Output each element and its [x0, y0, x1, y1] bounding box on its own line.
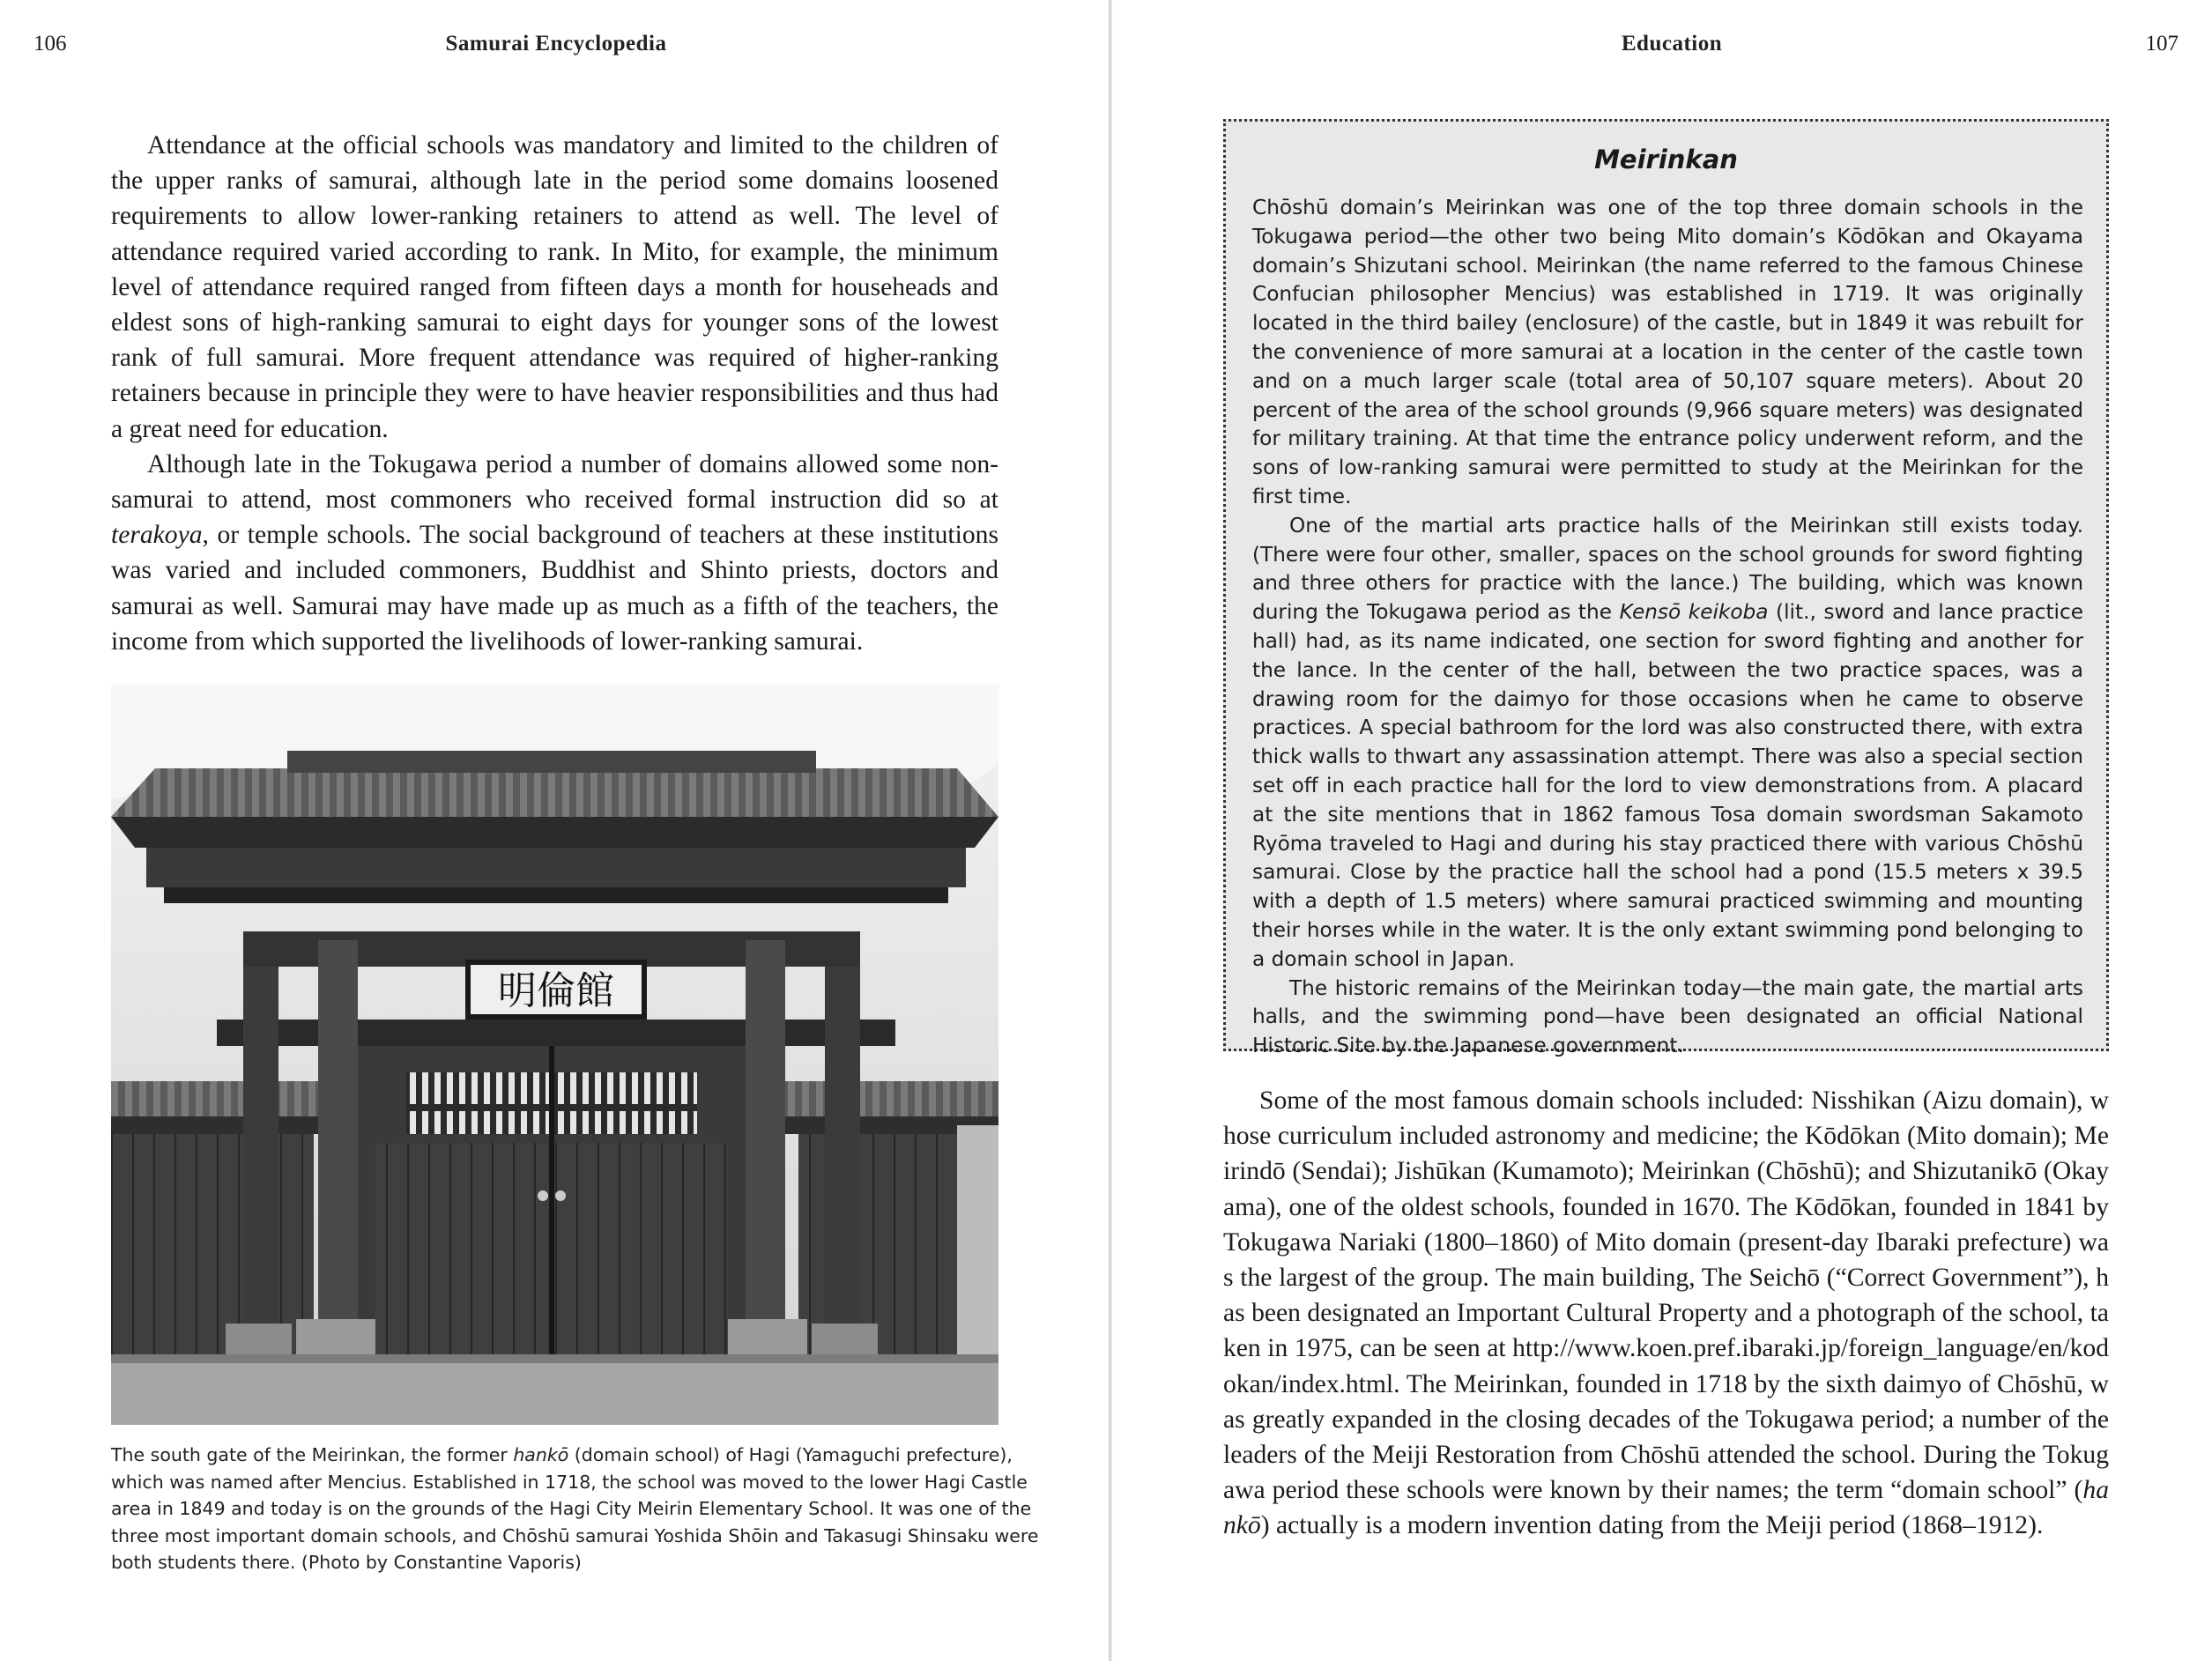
italic-term-terakoya: terakoya: [111, 521, 203, 550]
paragraph-attendance: Attendance at the official schools was mandatory and limited to the children of the upper ranks of samurai, although late in the period some domains loosened requirements to allow lower-ranking retainers to attend as well. The level of attendance required varied according to rank. In Mito, for example, the minimum level of attendance required ranged from fifteen days a month for househeads and eldest sons of high-ranking samurai to eight days for younger sons of the lowest rank of full samurai. More frequent attendance was required of higher-ranking retainers because in principle they were to have heavier responsibilities and thus had a great need for education.: [111, 131, 998, 443]
caption-line: both students there. (Photo by Constantine Vaporis): [111, 1552, 582, 1573]
page-number-left: 106: [33, 32, 67, 56]
meirinkan-sidebar-box: [1223, 119, 2109, 1058]
italic-term-hanko: hankō: [513, 1444, 569, 1465]
caption-line: area in 1849 and today is on the grounds of the Hagi City Meirin Elementary School. It was one of the: [111, 1498, 1032, 1519]
left-body-text: [111, 128, 998, 659]
sidebar-paragraph: One of the martial arts practice halls of the Meirinkan still exists today. (There were four other, smaller, spaces on the school grounds for sword fighting and three others for practice with the lance.) The building, which was known during the Tokugawa period as the Kensō keikoba (lit., sword and lance practice hall) had, as its name indicated, one section for sword fighting and another for the lance. In the center of the hall, between the two practice spaces, was a drawing room for the daimyo for those occasions when he came to observe practices. A special bathroom for the lord was also constructed there, with extra thick walls to thwart any assassination attempt. There was also a special section set off in each practice hall for the lord to view demonstrations from. A placard at the site mentions that in 1862 famous Tosa domain swordsman Sakamoto Ryōma traveled to Hagi and during his stay practiced there with various Chōshū samurai. Close by the practice hall the school had a pond (15.5 meters x 39.5 with a depth of 1.5 meters) where samurai practiced swimming and mounting their horses while in the water. It is the only extant swimming pond belonging to a domain school in Japan.: [1252, 513, 2084, 971]
running-head-right: Education: [1621, 32, 1723, 56]
photo-caption: [111, 1442, 1039, 1576]
meirinkan-gate-photo: [111, 685, 998, 1425]
right-page: [1112, 0, 2212, 1661]
italic-term-kenso-keikoba: Kensō keikoba: [1619, 600, 1769, 625]
caption-line: The south gate of the Meirinkan, the former hankō (domain school) of Hagi (Yamaguchi prefecture),: [111, 1444, 1013, 1465]
page-number-right: 107: [2145, 32, 2179, 56]
signboard-text: 明倫館: [498, 968, 614, 1013]
running-head-left: Samurai Encyclopedia: [445, 32, 667, 56]
gate-illustration: [111, 685, 998, 1425]
paragraph-non-samurai: Although late in the Tokugawa period a number of domains allowed some non-samurai to attend, most commoners who received formal instruction did so at terakoya, or temple schools. The social background of teachers at these institutions was varied and included commoners, Buddhist and Shinto priests, doctors and samurai as well. Samurai may have made up as much as a fifth of the teachers, the income from which supported the livelihoods of lower-ranking samurai.: [111, 449, 998, 656]
caption-line: which was named after Mencius. Established in 1718, the school was moved to the lower Hagi Castle: [111, 1471, 1028, 1493]
italic-term-hanko-body: hankō: [1223, 1476, 2109, 1540]
sidebar-text: [1252, 194, 2083, 1061]
sidebar-title: Meirinkan: [1594, 145, 1738, 174]
caption-line: three most important domain schools, and Chōshū samurai Yoshida Shōin and Takasugi Shinsaku were: [111, 1524, 1039, 1546]
paragraph-famous-schools: Some of the most famous domain schools included: Nisshikan (Aizu domain), whose curriculum included astronomy and medicine; the Kōdōkan (Mito domain); Meirindō (Sendai); Jishūkan (Kumamoto); Meirinkan (Chōshū); and Shizutanikō (Okayama), one of the oldest schools, founded in 1670. The Kōdōkan, founded in 1841 by Tokugawa Nariaki (1800–1860) of Mito domain (present-day Ibaraki prefecture) was the largest of the group. The main building, The Seichō (“Correct Government”), has been designated an Important Cultural Property and a photograph of the school, taken in 1975, can be seen at http://www.koen.pref.ibaraki.jp/foreign_language/en/kodokan/index.html. The Meirinkan, founded in 1718 by the sixth daimyo of Chōshū, was greatly expanded in the closing decades of the Tokugawa period; a number of the leaders of the Meiji Restoration from Chōshū attended the school. During the Tokugawa period these schools were known by their names; the term “domain school” (hankō) actually is a modern invention dating from the Meiji period (1868–1912).: [1223, 1086, 2109, 1540]
sidebar-paragraph: Chōshū domain’s Meirinkan was one of the top three domain schools in the Tokugawa period—the other two being Mito domain’s Kōdōkan and Okayama domain’s Shizutani school. Meirinkan (the name referred to the famous Chinese Confucian philosopher Mencius) was established in 1719. It was originally located in the third bailey (enclosure) of the castle, but in 1849 it was rebuilt for the convenience of more samurai at a location in the center of the castle town and on a much larger scale (total area of 50,107 square meters). About 20 percent of the area of the school grounds (9,966 square meters) was designated for military training. At that time the entrance policy underwent reform, and the sons of low-ranking samurai were permitted to study at the Meirinkan for the first time.: [1252, 196, 2083, 508]
sidebar-paragraph: The historic remains of the Meirinkan today—the main gate, the martial arts halls, and the swimming pond—have been designated an official National Historic Site by the Japanese government.: [1252, 975, 2083, 1058]
right-body-text: [1223, 1083, 2109, 1544]
